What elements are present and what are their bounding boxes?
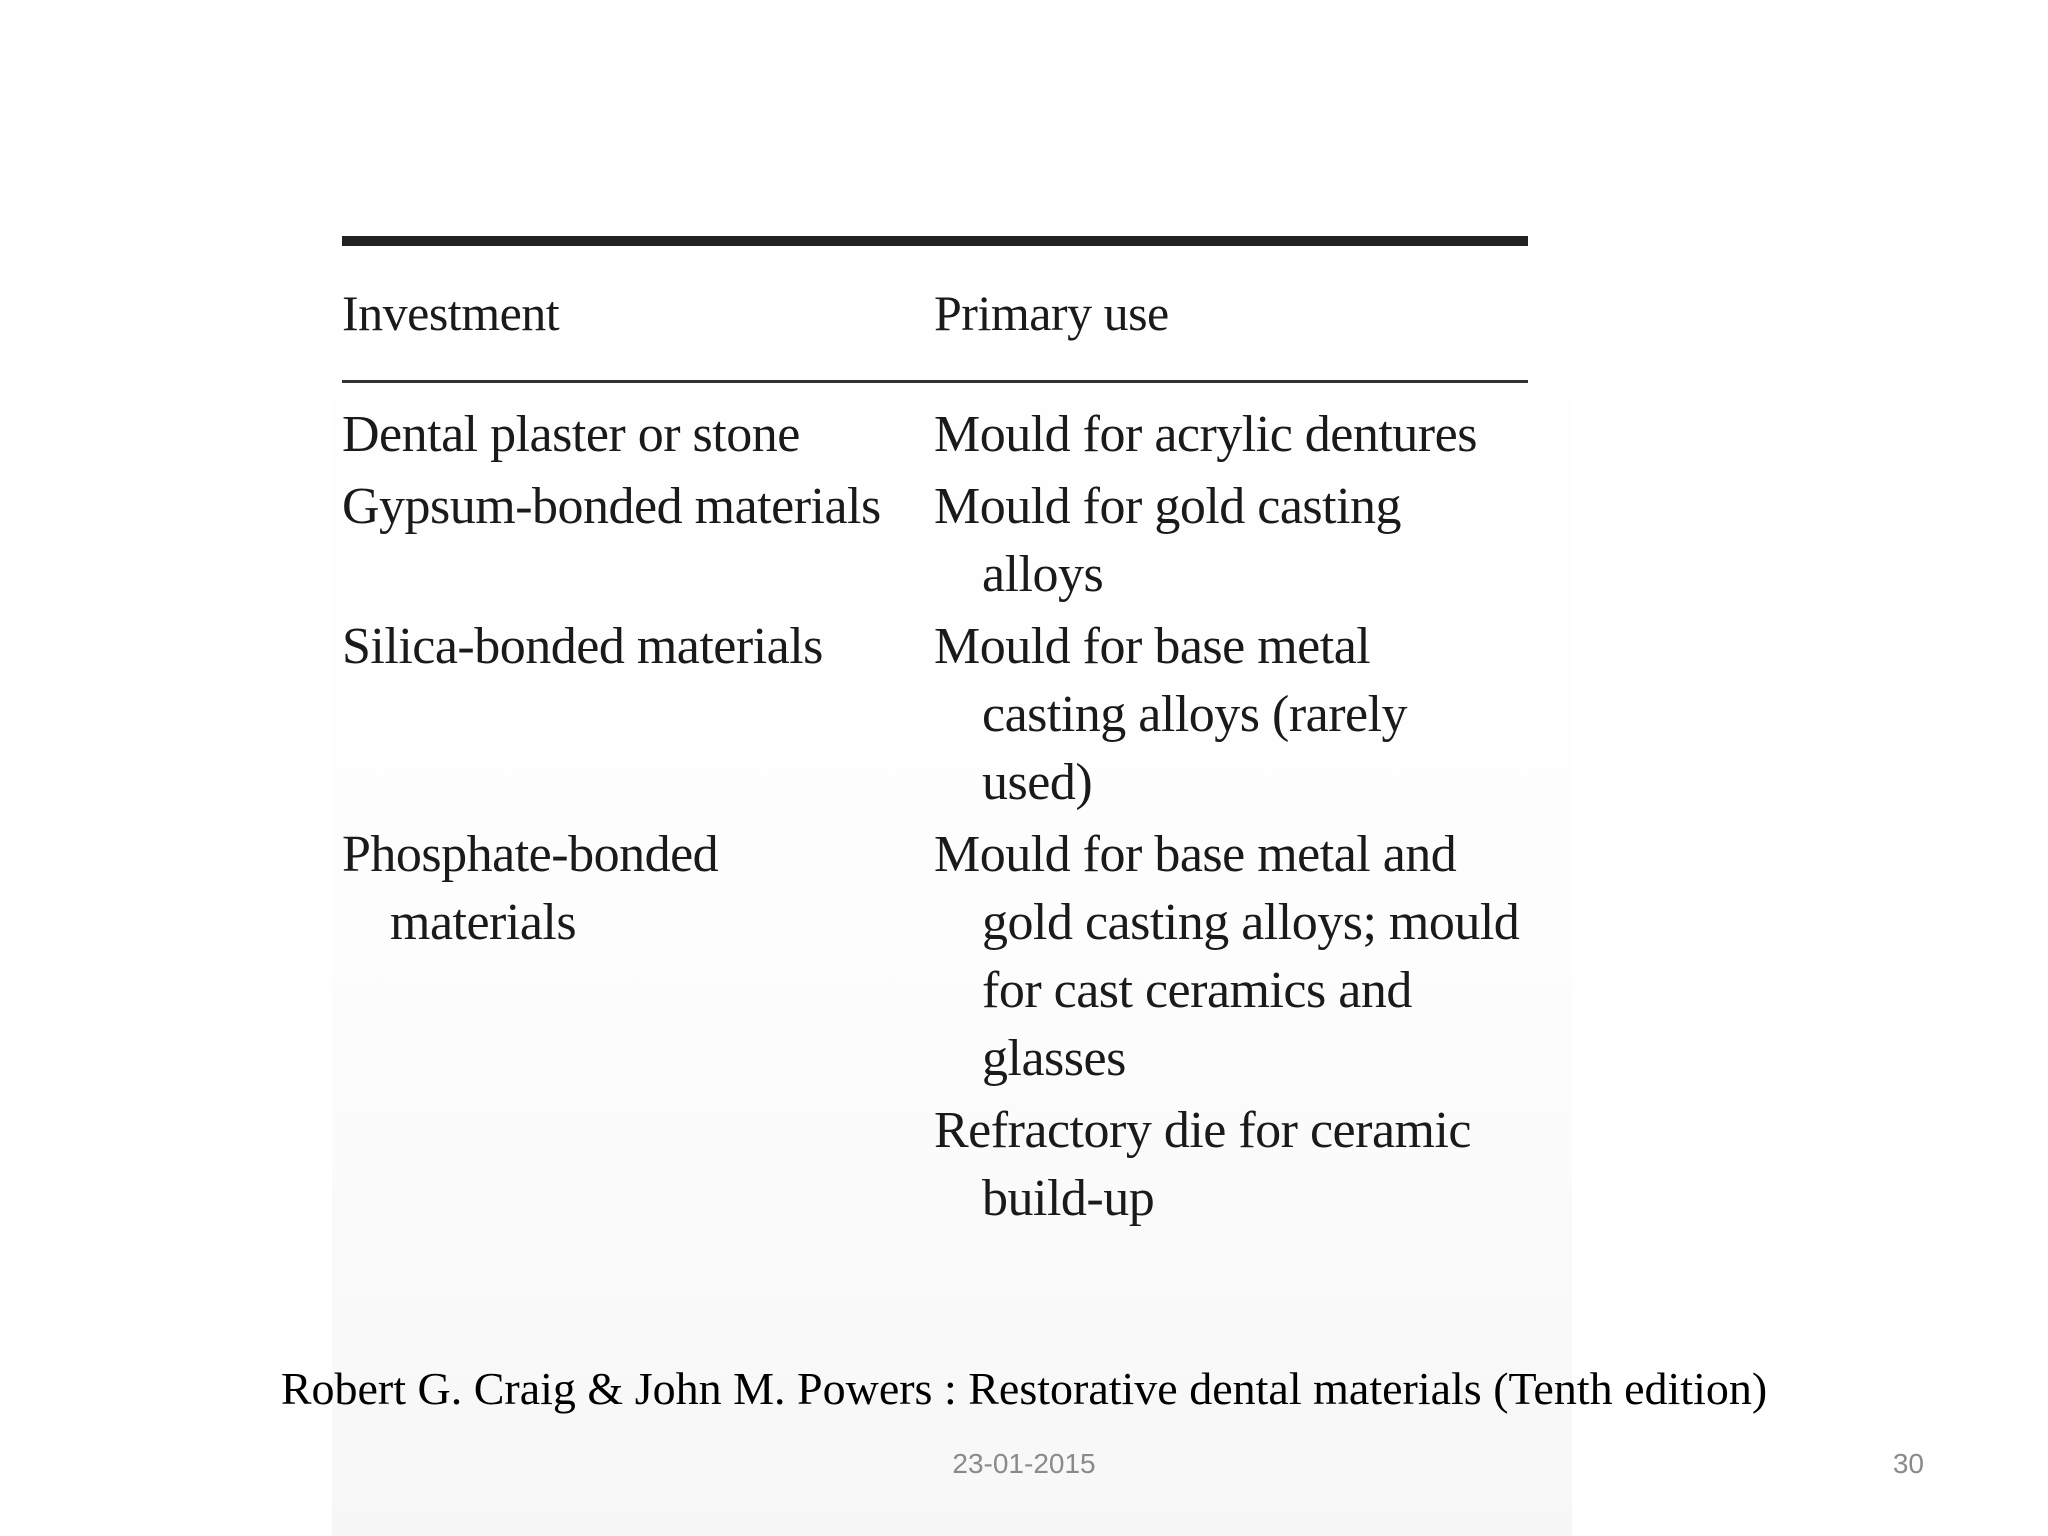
- table-row: [342, 401, 1528, 469]
- primary-use-text-continued: for cast ceramics and: [982, 962, 1412, 1019]
- investment-text: Silica-bonded materials: [342, 618, 823, 675]
- table-row: [342, 821, 1528, 1093]
- slide-number: 30: [1892, 1448, 1924, 1479]
- primary-use-text-continued: gold casting alloys; mould: [982, 894, 1520, 951]
- investment-cell: [342, 821, 934, 1093]
- table-top-rule: [342, 236, 1528, 246]
- primary-use-text: Refractory die for ceramic: [934, 1102, 1472, 1159]
- primary-use-text: Mould for base metal and: [934, 826, 1457, 883]
- primary-use-cell: [934, 1097, 1528, 1233]
- table-row: [342, 1097, 1528, 1233]
- primary-use-text-continued: casting alloys (rarely used): [982, 686, 1408, 811]
- primary-use-cell: [934, 401, 1528, 469]
- primary-use-cell: [934, 613, 1528, 817]
- investment-table: [342, 236, 1528, 1233]
- source-citation: Robert G. Craig & John M. Powers : Restorative dental materials (Tenth edition): [280, 1363, 1768, 1414]
- investment-cell: [342, 613, 934, 817]
- header-investment: Investment: [342, 285, 560, 341]
- primary-use-cell: [934, 473, 1528, 609]
- primary-use-text-continued: build-up: [982, 1170, 1155, 1227]
- primary-use-text: Mould for base metal: [934, 618, 1371, 675]
- footer-date: 23-01-2015: [952, 1448, 1096, 1479]
- primary-use-text-continued: alloys: [982, 546, 1104, 603]
- table-row: [342, 473, 1528, 609]
- primary-use-text-continued: glasses: [982, 1030, 1126, 1087]
- investment-cell: [342, 401, 934, 469]
- primary-use-text: Mould for gold casting: [934, 478, 1402, 535]
- investment-text: Dental plaster or stone: [342, 406, 800, 463]
- investment-text: Phosphate-bonded: [342, 826, 719, 883]
- table-row: [342, 613, 1528, 817]
- investment-cell: [342, 473, 934, 609]
- investment-text-continued: materials: [390, 894, 577, 951]
- table-body: [342, 383, 1528, 1233]
- primary-use-cell: [934, 821, 1528, 1093]
- primary-use-text: Mould for acrylic dentures: [934, 406, 1477, 463]
- investment-text: Gypsum-bonded materials: [342, 478, 881, 535]
- table-header-row: [342, 246, 1528, 380]
- investment-cell: [342, 1097, 934, 1233]
- header-primary-use: Primary use: [934, 285, 1169, 341]
